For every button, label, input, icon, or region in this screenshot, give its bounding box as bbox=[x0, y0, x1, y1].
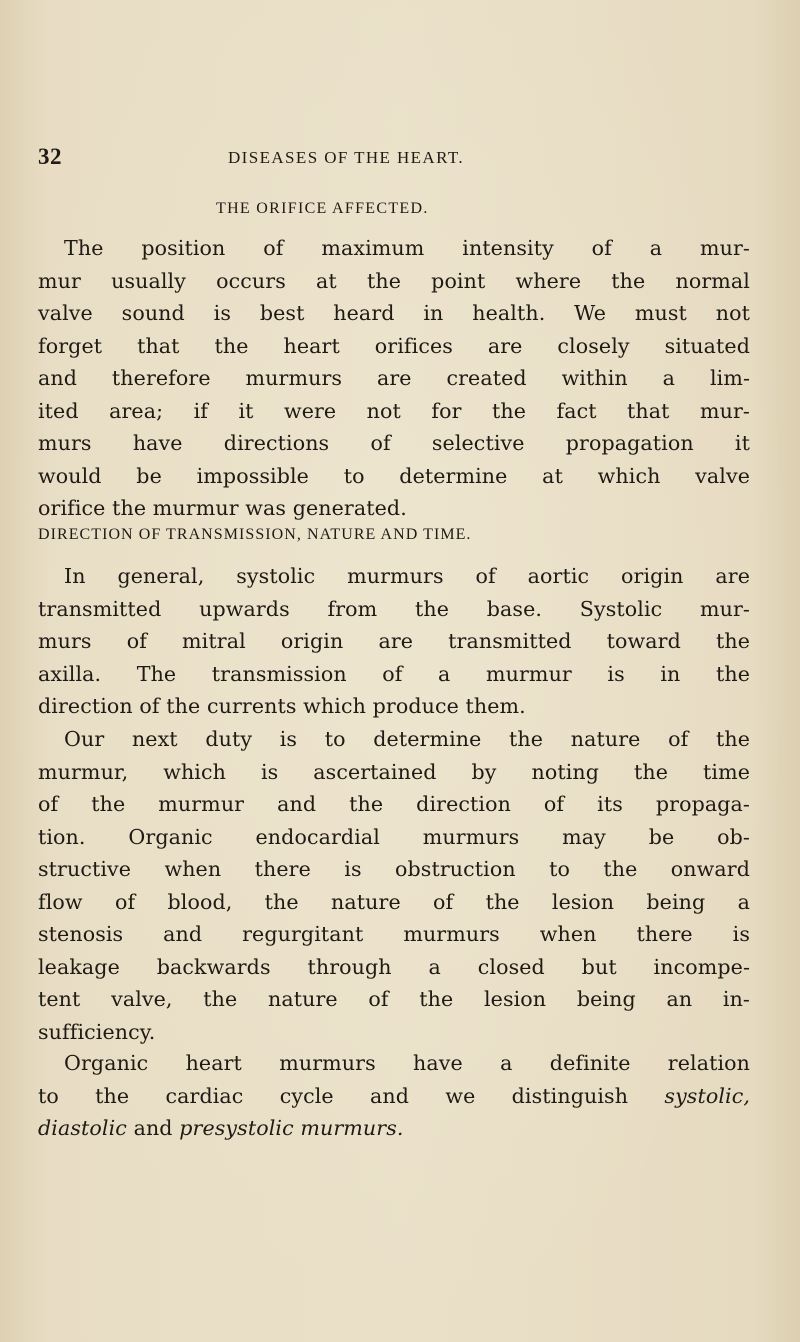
text-line: structive when there is obstruction to the onward bbox=[38, 857, 750, 881]
running-head bbox=[38, 144, 762, 174]
text-line: Our next duty is to determine the nature of the bbox=[64, 727, 750, 751]
italic-term-diastolic: diastolic bbox=[38, 1116, 127, 1140]
text-line: stenosis and regurgitant murmurs when there is bbox=[38, 922, 750, 946]
italic-term-presystolic: presystolic murmurs. bbox=[179, 1116, 404, 1140]
text-line: axilla. The transmission of a murmur is in the bbox=[38, 661, 750, 686]
text-line bbox=[38, 1080, 750, 1113]
paragraph-nature bbox=[38, 723, 750, 1048]
text-line bbox=[38, 1112, 750, 1145]
text-line: valve sound is best heard in health. We must not bbox=[38, 301, 750, 325]
text-line: Organic heart murmurs have a definite relation bbox=[64, 1051, 750, 1075]
text-line: direction of the currents which produce them. bbox=[38, 694, 526, 718]
text-line: forget that the heart orifices are closely situated bbox=[38, 333, 750, 358]
text-line: tent valve, the nature of the lesion being an in- bbox=[38, 987, 750, 1011]
text-line: orifice the murmur was generated. bbox=[38, 496, 407, 520]
text-run: and bbox=[133, 1116, 173, 1140]
text-line: ited area; if it were not for the fact that mur- bbox=[38, 398, 750, 423]
text-line: murmur, which is ascertained by noting the time bbox=[38, 759, 750, 784]
paragraph-orifice bbox=[38, 232, 750, 525]
text-run: to the cardiac cycle and we distinguish bbox=[38, 1083, 629, 1108]
text-line: sufficiency. bbox=[38, 1019, 156, 1044]
paragraph-transmission bbox=[38, 560, 750, 723]
text-line: transmitted upwards from the base. Systolic mur- bbox=[38, 596, 750, 621]
text-line: leakage backwards through a closed but incompe- bbox=[38, 954, 750, 979]
section-heading-orifice: THE ORIFICE AFFECTED. bbox=[216, 200, 429, 217]
text-line: would be impossible to determine at which valve bbox=[38, 463, 750, 488]
text-line: murs have directions of selective propagation it bbox=[38, 431, 750, 455]
text-line: and therefore murmurs are created within a lim- bbox=[38, 366, 750, 390]
italic-term-systolic: systolic, bbox=[664, 1083, 751, 1108]
text-line: murs of mitral origin are transmitted toward the bbox=[38, 629, 750, 653]
text-line: flow of blood, the nature of the lesion being a bbox=[38, 889, 750, 914]
text-line: The position of maximum intensity of a mur- bbox=[64, 236, 750, 260]
paragraph-time bbox=[38, 1047, 750, 1145]
text-line: of the murmur and the direction of its propaga- bbox=[38, 792, 750, 816]
section-heading-direction: DIRECTION OF TRANSMISSION, NATURE AND TIME. bbox=[38, 526, 472, 543]
text-line: tion. Organic endocardial murmurs may be ob- bbox=[38, 824, 750, 849]
text-line: In general, systolic murmurs of aortic origin are bbox=[64, 564, 750, 588]
text-line: mur usually occurs at the point where the normal bbox=[38, 268, 750, 293]
running-title: DISEASES OF THE HEART. bbox=[228, 148, 464, 167]
page-number: 32 bbox=[38, 144, 62, 169]
